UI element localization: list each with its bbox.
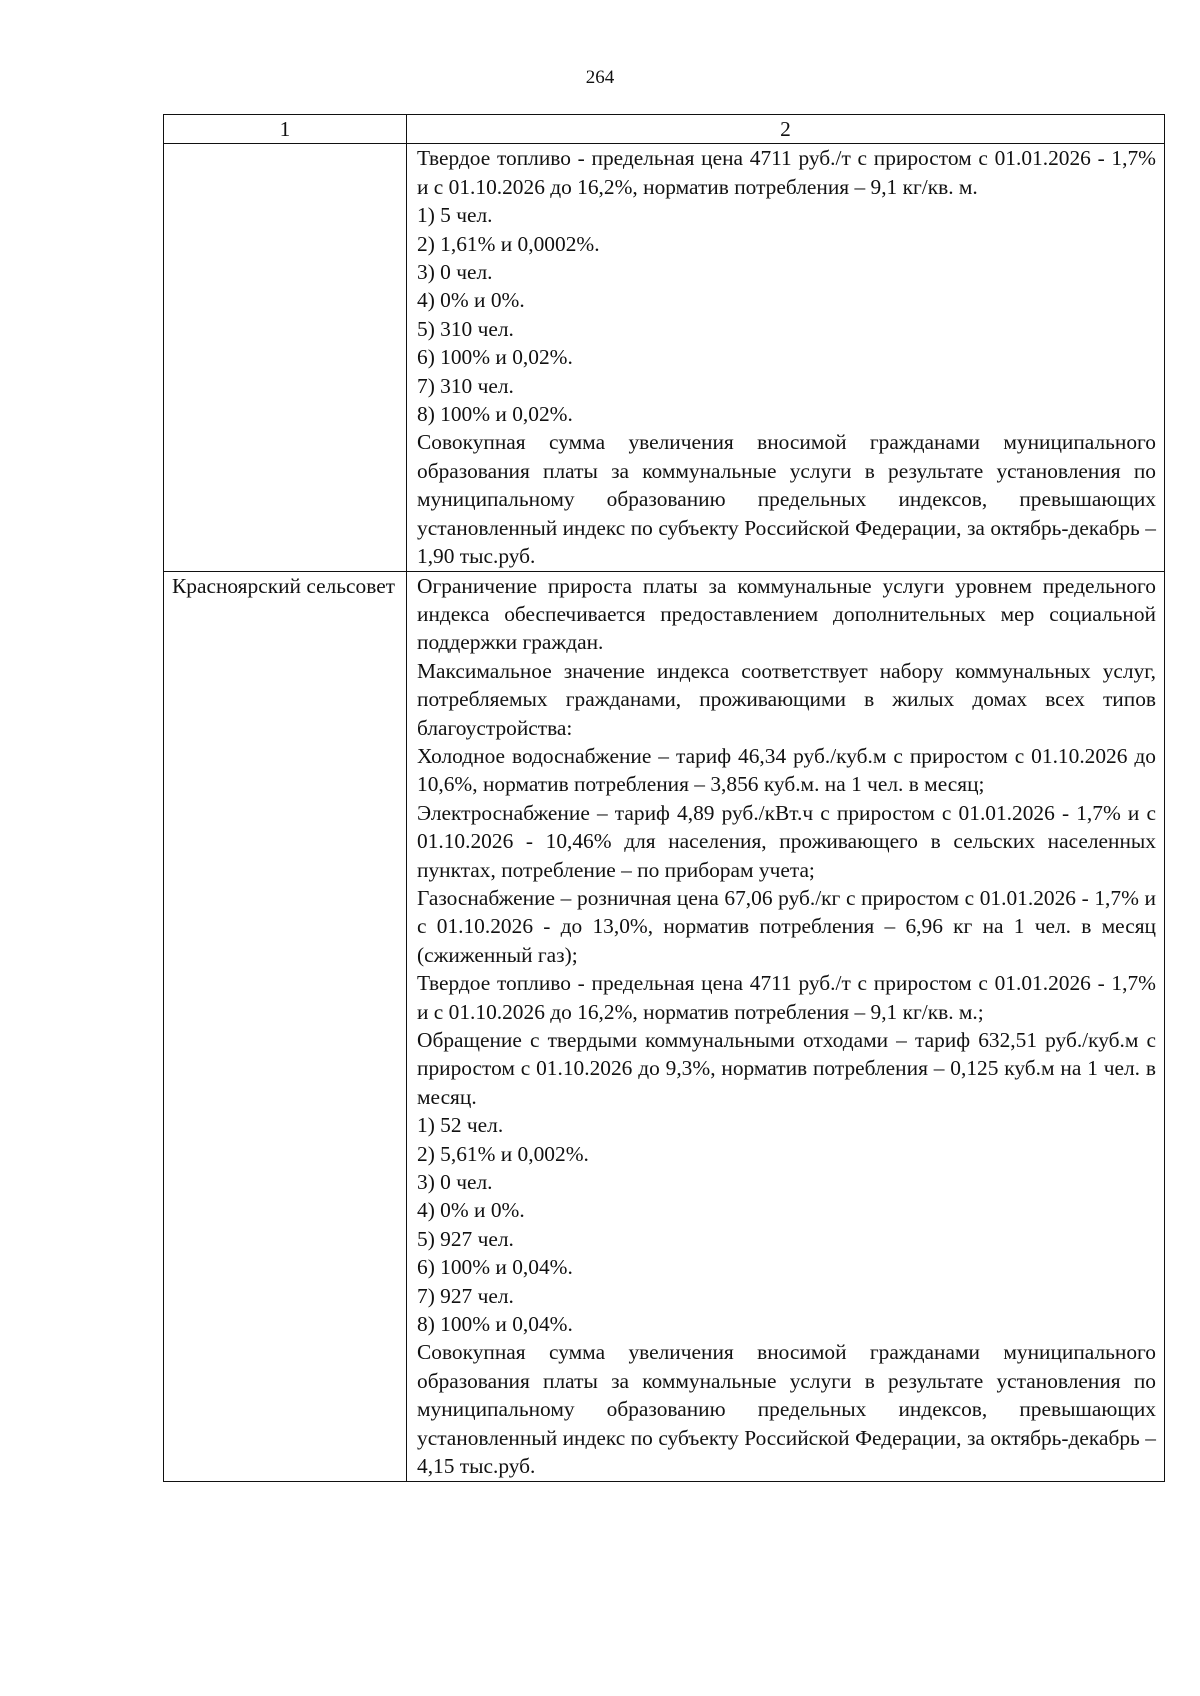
tariff-paragraph: Ограничение прироста платы за коммунальные услуги уровнем предельного индекса обеспечивается предоставлением дополнительных мер социальной поддержки граждан. [417,573,1156,655]
indicator-item: 1) 5 чел. [417,203,493,228]
indicator-item: 3) 0 чел. [417,260,493,285]
indicator-item: 6) 100% и 0,02%. [417,345,573,370]
indicator-item: 7) 927 чел. [417,1283,514,1308]
indicator-item: 8) 100% и 0,04%. [417,1312,573,1337]
municipality-name: Красноярский сельсовет [164,571,407,1481]
municipality-details [407,571,1165,1481]
tariff-paragraph: Твердое топливо - предельная цена 4711 руб./т с приростом с 01.01.2026 - 1,7% и с 01.10.2026 до 16,2%, норматив потребления – 9,1 кг/кв. м.; [417,971,1156,1024]
indicator-item: 2) 1,61% и 0,0002%. [417,231,600,256]
indicator-item: 3) 0 чел. [417,1170,493,1195]
summary-paragraph: Совокупная сумма увеличения вносимой гражданами муниципального образования платы за коммунальные услуги в результате установления по муниципальному образованию предельных индексов, превышающих установленный индекс по субъекту Российской Федерации, за октябрь-декабрь – 1,90 тыс.руб. [417,430,1156,569]
tariff-table [163,114,1165,1482]
municipality-name [164,144,407,571]
indicator-item: 4) 0% и 0%. [417,288,525,313]
column-header-1: 1 [164,115,407,144]
indicator-item: 5) 927 чел. [417,1226,514,1251]
column-header-2: 2 [407,115,1165,144]
indicator-item: 4) 0% и 0%. [417,1198,525,1223]
tariff-paragraph: Электроснабжение – тариф 4,89 руб./кВт.ч с приростом с 01.01.2026 - 1,7% и с 01.10.2026 - 10,46% для населения, проживающего в сельских населенных пунктах, потребление – по приборам учета; [417,800,1156,882]
tariff-paragraph: Холодное водоснабжение – тариф 46,34 руб./куб.м с приростом с 01.10.2026 до 10,6%, норматив потребления – 3,856 куб.м. на 1 чел. в месяц; [417,743,1156,797]
page-number: 264 [585,67,615,88]
indicator-item: 5) 310 чел. [417,316,514,341]
municipality-details [407,144,1165,571]
indicator-item: 2) 5,61% и 0,002%. [417,1141,589,1166]
tariff-paragraph: Газоснабжение – розничная цена 67,06 руб./кг с приростом с 01.01.2026 - 1,7% и с 01.10.2026 - до 13,0%, норматив потребления – 6,96 кг на 1 чел. в месяц (сжиженный газ); [417,885,1156,967]
tariff-paragraph: Максимальное значение индекса соответствует набору коммунальных услуг, потребляемых гражданами, проживающими в жилых домах всех типов благоустройства: [417,658,1156,740]
indicator-item: 8) 100% и 0,02%. [417,402,573,427]
table-header-row [164,115,1165,144]
indicator-item: 6) 100% и 0,04%. [417,1255,573,1280]
tariff-paragraph: Твердое топливо - предельная цена 4711 руб./т с приростом с 01.01.2026 - 1,7% и с 01.10.2026 до 16,2%, норматив потребления – 9,1 кг/кв. м. [417,146,1156,199]
indicator-item: 7) 310 чел. [417,373,514,398]
table-row [164,571,1165,1481]
summary-paragraph: Совокупная сумма увеличения вносимой гражданами муниципального образования платы за коммунальные услуги в результате установления по муниципальному образованию предельных индексов, превышающих установленный индекс по субъекту Российской Федерации, за октябрь-декабрь – 4,15 тыс.руб. [417,1340,1156,1479]
indicator-item: 1) 52 чел. [417,1113,504,1138]
tariff-paragraph: Обращение с твердыми коммунальными отходами – тариф 632,51 руб./куб.м с приростом с 01.10.2026 до 9,3%, норматив потребления – 0,125 куб.м на 1 чел. в месяц. [417,1028,1156,1109]
table-row [164,144,1165,571]
